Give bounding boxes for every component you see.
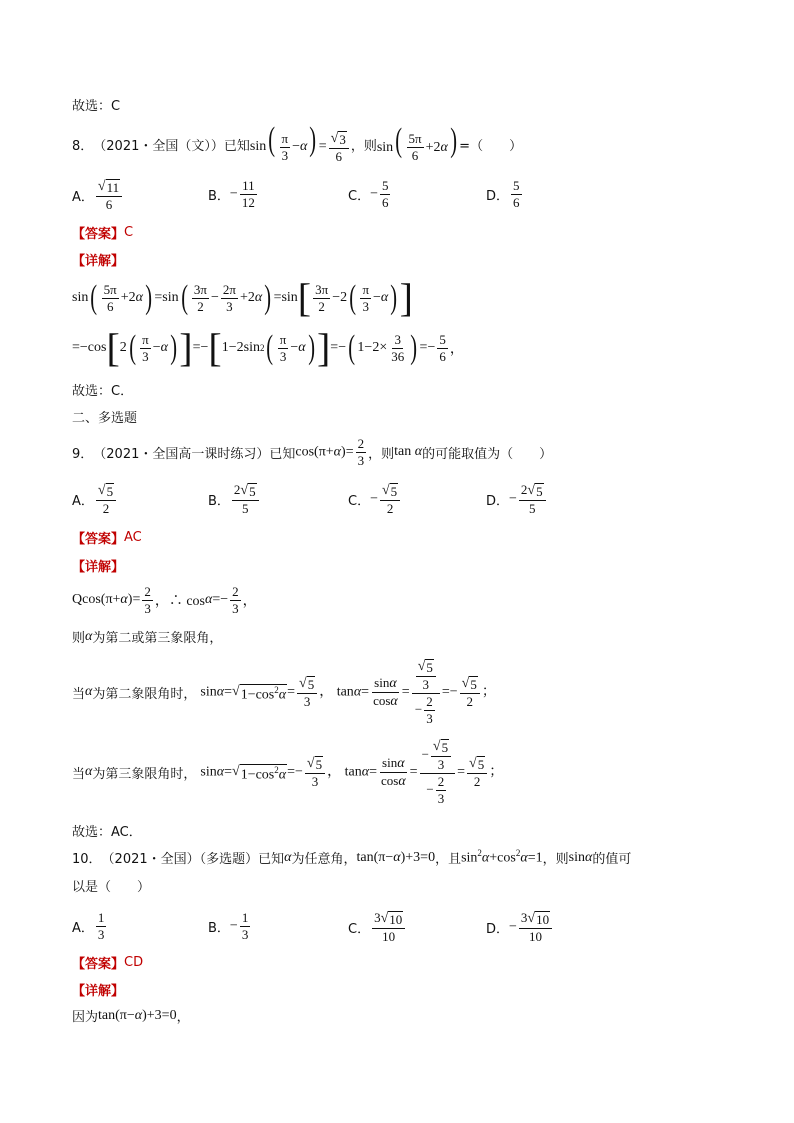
option-letter: D． bbox=[486, 189, 510, 204]
q10-number: 10． bbox=[72, 852, 102, 867]
option-letter: B． bbox=[208, 921, 230, 936]
q9-tail: 的可能取值为（ ） bbox=[422, 446, 553, 462]
option-letter: D． bbox=[486, 922, 510, 937]
option-letter: C． bbox=[348, 494, 371, 509]
answer-label: 【答案】 bbox=[72, 532, 125, 547]
section-title: 二、多选题 bbox=[72, 411, 138, 426]
option-letter: D． bbox=[486, 494, 510, 509]
q10-source: （2021・全国）（多选题）已知 bbox=[101, 852, 285, 867]
option-letter: C． bbox=[348, 189, 371, 204]
q9-question bbox=[72, 436, 552, 468]
case-prefix: 当 bbox=[72, 766, 86, 782]
q9-case-second: 当 α 为第二象限角时， sinα= √ $1-\cos^2\alpha$ = √ 5 3 ， tanα= $\frac{\sin\alpha}{\cos\alpha}$ = √ 5 3 − $\frac{2}{3}$ =− √ 5 2 ； bbox=[72, 658, 496, 726]
q10-option-c: C． 3 √ 10 10 bbox=[348, 910, 407, 945]
q9-source: （2021・全国高一课时练习）已知 bbox=[93, 446, 296, 462]
detail-label: 【详解】 bbox=[72, 984, 125, 999]
q8-answer bbox=[72, 223, 133, 242]
q10-line2: 以是（ ） bbox=[72, 880, 151, 895]
q9-given-expr: cos(π+α)= $\frac{2}{3}$ bbox=[295, 435, 365, 468]
q10-detail-label bbox=[72, 980, 124, 999]
answer-value: C bbox=[124, 225, 134, 240]
q10-mid4: 的值可 bbox=[592, 852, 632, 867]
q8-blank: =（ ） bbox=[459, 138, 523, 154]
answer-value: AC bbox=[124, 530, 142, 545]
q10-mid1: 为任意角， bbox=[291, 852, 357, 867]
option-letter: B． bbox=[208, 494, 230, 509]
q9-step1: Q cos(π+ α )= 2 3 ，∴ cos α =− 2 3 ， bbox=[72, 583, 257, 616]
q8-option-a: A． √ 11 6 bbox=[72, 178, 124, 213]
q9-result-text: 故选：AC． bbox=[72, 825, 142, 840]
option-letter: C． bbox=[348, 922, 371, 937]
q8-then: ，则 bbox=[350, 138, 377, 154]
q7-answer-choice-text: 故选：C bbox=[72, 99, 121, 114]
q10-step1: 因为 tan(π−α)+3=0 ， bbox=[72, 1007, 190, 1025]
q9-then: ，则 bbox=[368, 446, 395, 462]
q10-mid3: ，则 bbox=[542, 852, 569, 867]
q9-quadrant-text: 为第二或第三象限角， bbox=[92, 631, 223, 646]
option-letter: A． bbox=[72, 494, 94, 509]
q8-question bbox=[72, 121, 523, 164]
q9-result bbox=[72, 821, 142, 840]
q9-number: 9． bbox=[72, 446, 94, 462]
q7-answer-choice bbox=[72, 95, 120, 114]
q9-tan-expr: tan α bbox=[394, 444, 423, 459]
q10-option-d: D． − 3 √ 10 10 bbox=[486, 910, 554, 945]
q8-step1: sin ( 5π 6 +2 α ) =sin ( 3π 2 − 2π 3 +2 α ) =sin [ 3π 2 −2 ( π 3 − α ) ] bbox=[72, 275, 413, 320]
answer-label: 【答案】 bbox=[72, 957, 125, 972]
answer-label: 【答案】 bbox=[72, 227, 125, 242]
q8-option-b: B． − $\frac{11}{12}$ bbox=[208, 178, 255, 210]
q8-detail-label bbox=[72, 250, 124, 269]
answer-value: CD bbox=[124, 955, 144, 970]
q8-step2: =−cos [ 2 ( π 3 − α ) ] =− [ 1−2sin 2 ( π 3 − α ) ] =− ( 1−2× 3 36 ) =− 5 6 ， bbox=[72, 325, 464, 370]
q10-question-line1: 10． （2021・全国）（多选题）已知 α 为任意角， tan(π−α)+3=0 ，且 $\sin^2\alpha+\cos^2\alpha=1$ ，则 sinα 的值可 bbox=[72, 848, 632, 867]
q9-quadrant-prefix: 则 bbox=[72, 631, 86, 646]
q10-answer bbox=[72, 953, 143, 972]
detail-label: 【详解】 bbox=[72, 254, 125, 269]
q8-number: 8． bbox=[72, 138, 94, 154]
q9-option-d: D． − 2 √ 5 5 bbox=[486, 482, 548, 517]
q10-mid2: ，且 bbox=[435, 852, 462, 867]
because-symbol: Q bbox=[72, 592, 83, 607]
detail-label: 【详解】 bbox=[72, 560, 125, 575]
q9-detail-label bbox=[72, 556, 124, 575]
q9-case-third: 当 α 为第三象限角时， sinα= √ $1-\cos^2\alpha$ =− √ 5 3 ， tanα= $\frac{\sin\alpha}{\cos\alpha}$ = − √ 5 3 − $\frac{2}{3}$ = √ 5 2 ； bbox=[72, 738, 504, 806]
q9-quadrant: 则 α 为第二或第三象限角， bbox=[72, 628, 223, 646]
option-letter: A． bbox=[72, 190, 94, 205]
q10-option-a: A． 1 3 bbox=[72, 910, 105, 942]
q8-result bbox=[72, 380, 133, 399]
option-letter: A． bbox=[72, 921, 94, 936]
option-letter: B． bbox=[208, 189, 230, 204]
q9-option-c: C． − √ 5 2 bbox=[348, 482, 402, 517]
q9-option-b: B． 2 √ 5 5 bbox=[208, 482, 261, 517]
q8-result-text: 故选：C． bbox=[72, 384, 134, 399]
q8-option-d: D． 5 6 bbox=[486, 178, 520, 210]
case-text: 为第三象限角时， bbox=[92, 766, 197, 782]
q9-option-a: A． √ 5 2 bbox=[72, 482, 118, 517]
q8-given-expr: sin( $\frac{\pi}{3}$ −α) = √ 3 6 bbox=[250, 123, 351, 164]
q10-question-line2 bbox=[72, 876, 150, 895]
because-text: 因为 bbox=[72, 1010, 99, 1025]
q8-option-c: C． − $\frac{5}{6}$ bbox=[348, 178, 389, 210]
q10-option-b: B． − $\frac{1}{3}$ bbox=[208, 910, 249, 942]
case-prefix: 当 bbox=[72, 686, 86, 702]
q9-answer bbox=[72, 528, 142, 547]
q8-target-expr: sin( $\frac{5\pi}{6}$ +2α) bbox=[376, 121, 457, 164]
q8-source: （2021・全国（文））已知 bbox=[93, 138, 250, 154]
section-2-title bbox=[72, 407, 137, 426]
case-text: 为第二象限角时， bbox=[92, 686, 197, 702]
